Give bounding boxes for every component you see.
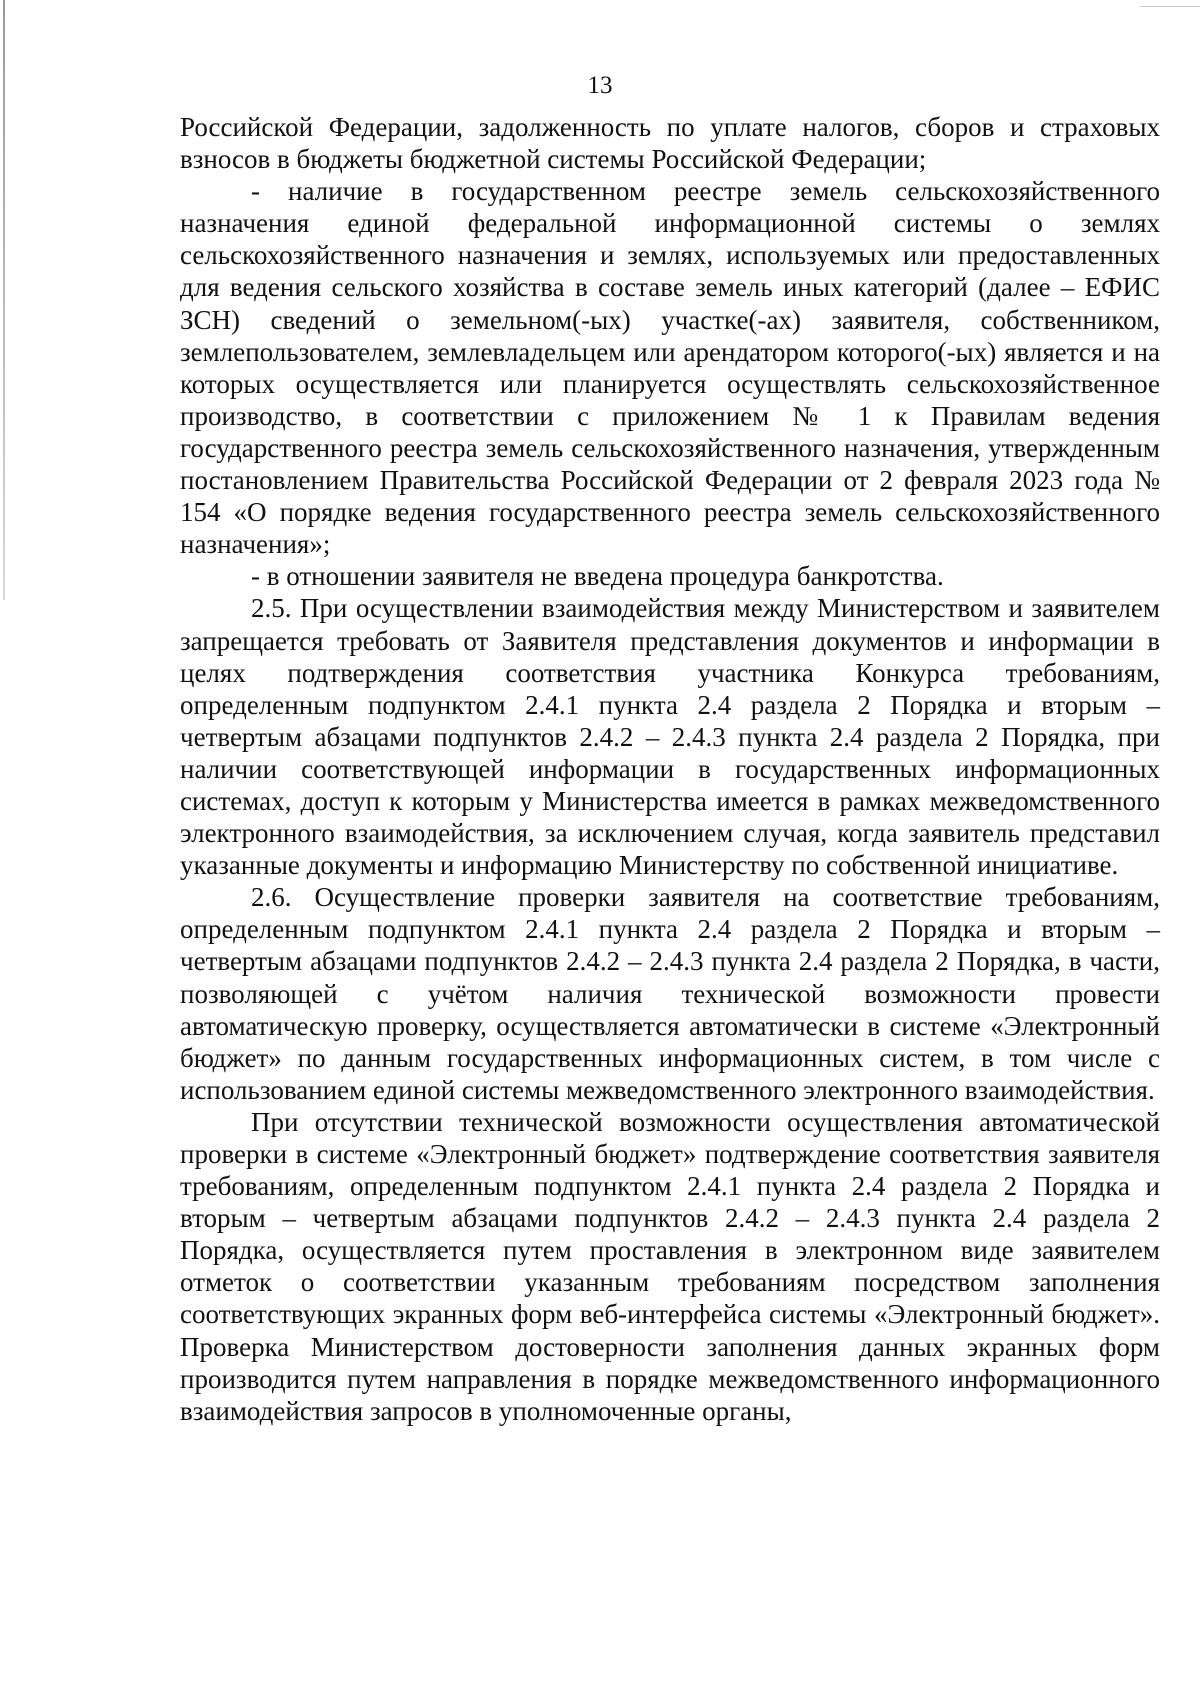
- scan-corner-mark: [1140, 0, 1200, 7]
- document-body: [180, 111, 1160, 1427]
- paragraph-2-6: 2.6. Осуществление проверки заявителя на соответствие требованиям, определенным подпунктом 2.4.1 пункта 2.4 раздела 2 Порядка и вторым – четвертым абзацами подпунктов 2.4.2 – 2.4.3 пункта 2.4 раздела 2 Порядка, в части, позволяющей с учётом наличия технической возможности провести автоматическую проверку, осуществляется автоматически в системе «Электронный бюджет» по данным государственных информационных систем, в том числе с использованием единой системы межведомственного электронного взаимодействия.: [180, 882, 1160, 1105]
- paragraph-continuation: Российской Федерации, задолженность по уплате налогов, сборов и страховых взносов в бюджеты бюджетной системы Российской Федерации;: [180, 112, 1160, 175]
- paragraph-bankruptcy: - в отношении заявителя не введена процедура банкротства.: [251, 561, 944, 592]
- page-number: 13: [587, 72, 613, 99]
- paragraph-efis-zsn-requirement: - наличие в государственном реестре земель сельскохозяйственного назначения единой федеральной информационной системы о землях сельскохозяйственного назначения и землях, используемых или предоставленных для ведения сельского хозяйства в составе земель иных категорий (далее – ЕФИС ЗСН) сведений о земельном(-ых) участке(-ах) заявителя, собственником, землепользователем, землевладельцем или арендатором которого(-ых) является и на которых осуществляется или планируется осуществлять сельскохозяйственное производство, в соответствии с приложением № 1 к Правилам ведения государственного реестра земель сельскохозяйственного назначения, утвержденным постановлением Правительства Российской Федерации от 2 февраля 2023 года № 154 «О порядке ведения государственного реестра земель сельскохозяйственного назначения»;: [180, 176, 1160, 560]
- paragraph-2-5: 2.5. При осуществлении взаимодействия между Министерством и заявителем запрещается требовать от Заявителя представления документов и информации в целях подтверждения соответствия участника Конкурса требованиям, определенным подпунктом 2.4.1 пункта 2.4 раздела 2 Порядка и вторым – четвертым абзацами подпунктов 2.4.2 – 2.4.3 пункта 2.4 раздела 2 Порядка, при наличии соответствующей информации в государственных информационных системах, доступ к которым у Министерства имеется в рамках межведомственного электронного взаимодействия, за исключением случая, когда заявитель представил указанные документы и информацию Министерству по собственной инициативе.: [180, 593, 1160, 881]
- paragraph-manual-check: При отсутствии технической возможности осуществления автоматической проверки в системе «Электронный бюджет» подтверждение соответствия заявителя требованиям, определенным подпунктом 2.4.1 пункта 2.4 раздела 2 Порядка и вторым – четвертым абзацами подпунктов 2.4.2 – 2.4.3 пункта 2.4 раздела 2 Порядка, осуществляется путем проставления в электронном виде заявителем отметок о соответствии указанным требованиям посредством заполнения соответствующих экранных форм веб-интерфейса системы «Электронный бюджет». Проверка Министерством достоверности заполнения данных экранных форм производится путем направления в порядке межведомственного информационного взаимодействия запросов в уполномоченные органы,: [180, 1106, 1160, 1426]
